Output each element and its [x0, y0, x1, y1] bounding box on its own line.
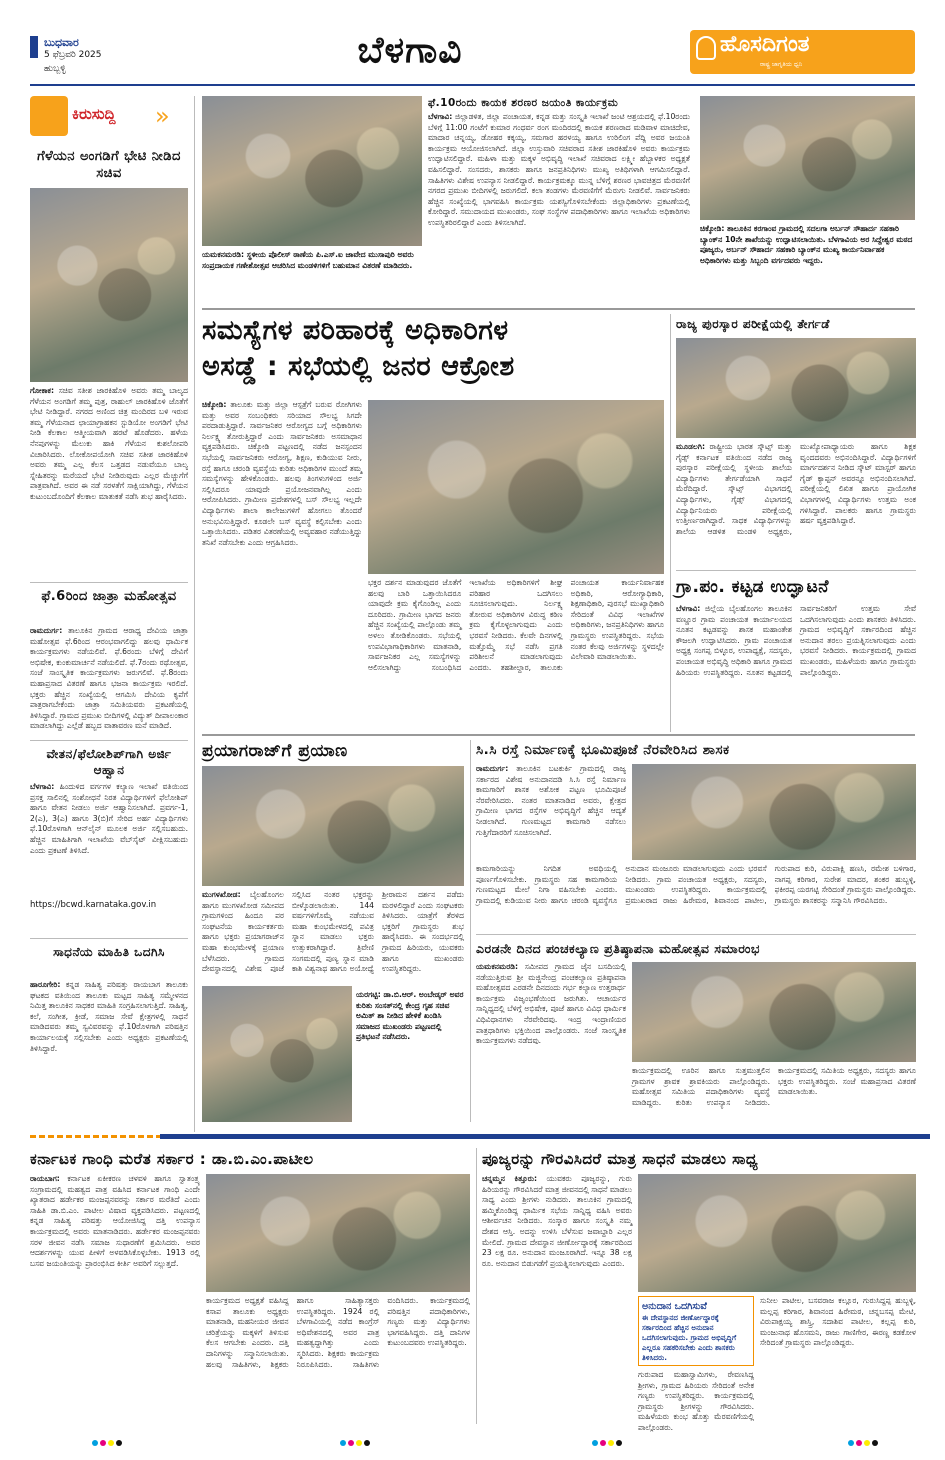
pujya-body-3: ಸುನೀಲ ಪಾಟೀಲ, ಬಸವರಾಜ ಕಲ್ಲೂರ, ಗುರುಸಿದ್ದಪ್ಪ ಹುಬ್ಬಳ್ಳಿ, ಮಲ್ಲಪ್ಪ ಕರಿಗಾರ, ಶಿವಾನಂದ ಹಿರೇಮಠ, ಚನ್ನಬಸಪ್ಪ ಮೇಟಿ, ವಿರುಪಾಕ್ಷಯ್ಯ ಶಾಸ್ತ್ರಿ, ಸದಾಶಿವ ಪಾಟೀಲ, ಕಲ್ಲಪ್ಪ ಕುರಿ, ಮಂಜುನಾಥ ಹೊಸಮನಿ, ರಾಜು ಗಾಣಿಗೇರ, ಈರಣ್ಣ ಕಡಕೋಳ ಸೇರಿದಂತೆ ಗ್ರಾಮಸ್ಥರು ಪಾಲ್ಗೊಂಡಿದ್ದರು. — [760, 1296, 916, 1348]
pancha-photo — [632, 962, 916, 1062]
gandhi-photo — [206, 1174, 470, 1292]
prayag-body: ಮುಗಳಖೋಡ: ಬೈಲಹೊಂಗಲ ಹಾಗೂ ಮುಗಳಖೋಡ ಸಮೀಪದ ಗ್ರಾಮಗಳಿಂದ ಹಿಂದೂ ಪರ ಸಂಘಟನೆಯ ಕಾರ್ಯಕರ್ತರು ಹಾಗೂ ಭಕ್ತರು ಪ್ರಯಾಗರಾಜ್‌ನ ಮಹಾ ಕುಂಭಮೇಳಕ್ಕೆ ಪ್ರಯಾಣ ಬೆಳೆಸಿದರು. ಗ್ರಾಮದ ದೇವಸ್ಥಾನದಲ್ಲಿ ವಿಶೇಷ ಪೂಜೆ ಸಲ್ಲಿಸಿದ ನಂತರ ಭಕ್ತರನ್ನು ಬೀಳ್ಕೊಡಲಾಯಿತು. 144 ವರ್ಷಗಳಿಗೊಮ್ಮೆ ನಡೆಯುವ ಮಹಾ ಕುಂಭಮೇಳದಲ್ಲಿ ಪವಿತ್ರ ಸ್ನಾನ ಮಾಡಲು ಭಕ್ತರು ಉತ್ಸುಕರಾಗಿದ್ದಾರೆ. ತ್ರಿವೇಣಿ ಸಂಗಮದಲ್ಲಿ ಪುಣ್ಯ ಸ್ನಾನ ಮಾಡಿ ಕಾಶಿ ವಿಶ್ವನಾಥ ಹಾಗೂ ಅಯೋಧ್ಯೆ ಶ್ರೀರಾಮನ ದರ್ಶನ ಪಡೆದು ಮರಳಲಿದ್ದಾರೆ ಎಂದು ಸಂಘಟಕರು ತಿಳಿಸಿದರು. ಯಾತ್ರೆಗೆ ತೆರಳಿದ ಭಕ್ತರಿಗೆ ಗ್ರಾಮಸ್ಥರು ಶುಭ ಹಾರೈಸಿದರು. ಈ ಸಂದರ್ಭದಲ್ಲಿ ಗ್ರಾಮದ ಹಿರಿಯರು, ಯುವಕರು ಹಾಗೂ ಮುಖಂಡರು ಉಪಸ್ಥಿತರಿದ್ದರು. — [202, 890, 464, 974]
chevron-right-icon: » — [155, 102, 170, 130]
prayag-title: ಪ್ರಯಾಗರಾಜ್‌ಗೆ ಪ್ರಯಾಣ — [202, 741, 348, 761]
masthead — [0, 0, 945, 90]
section-title: ಬೆಳಗಾವಿ — [357, 30, 463, 71]
lead-body-1b — [202, 696, 362, 730]
yaragatti-photo — [202, 986, 352, 1122]
pujya-photo — [638, 1174, 916, 1292]
brand-name: ಹೊಸದಿಗಂತ — [720, 32, 810, 57]
brand-logo — [690, 30, 915, 74]
gandhi-body-2: ಕಾರ್ಯಕ್ರಮದ ಅಧ್ಯಕ್ಷತೆ ವಹಿಸಿದ್ದ ಕಸಾಪ ತಾಲೂಕು ಅಧ್ಯಕ್ಷರು ಮಾತನಾಡಿ, ಮಹನೀಯರ ಜೀವನ ಚರಿತ್ರೆಯನ್ನು ಮಕ್ಕಳಿಗೆ ತಿಳಿಸುವ ಕೆಲಸ ಆಗಬೇಕು ಎಂದರು. ದತ್ತಿ ದಾನಿಗಳನ್ನು ಸನ್ಮಾನಿಸಲಾಯಿತು. ಹಲವು ಸಾಹಿತಿಗಳು, ಶಿಕ್ಷಕರು ಹಾಗೂ ಸಾಹಿತ್ಯಾಸಕ್ತರು ಉಪಸ್ಥಿತರಿದ್ದರು. 1924 ರಲ್ಲಿ ಬೆಳಗಾವಿಯಲ್ಲಿ ನಡೆದ ಕಾಂಗ್ರೆಸ್ ಅಧಿವೇಶನದಲ್ಲಿ ಅವರ ಪಾತ್ರ ಮಹತ್ವದ್ದಾಗಿತ್ತು ಎಂದು ಸ್ಮರಿಸಿದರು. ಶಿಕ್ಷಕರು ಕಾರ್ಯಕ್ರಮ ನಿರೂಪಿಸಿದರು. ಸಾಹಿತಿಗಳು ವಂದಿಸಿದರು. ಕಾರ್ಯಕ್ರಮದಲ್ಲಿ ಪರಿಷತ್ತಿನ ಪದಾಧಿಕಾರಿಗಳು, ಗಣ್ಯರು ಮತ್ತು ವಿದ್ಯಾರ್ಥಿಗಳು ಭಾಗವಹಿಸಿದ್ದರು. ದತ್ತಿ ದಾನಿಗಳ ಕುಟುಂಬದವರು ಉಪಸ್ಥಿತರಿದ್ದರು. — [206, 1296, 470, 1369]
yaragatti-caption: ಯರಗಟ್ಟಿ: ಡಾ.ಬಿ.ಆರ್. ಅಂಬೇಡ್ಕರ್ ಅವರ ಕುರಿತು ಸಂಸತ್‌ನಲ್ಲಿ ಕೇಂದ್ರ ಗೃಹ ಸಚಿವ ಅಮಿತ್ ಶಾ ನೀಡಿದ ಹೇಳಿಕೆ ಖಂಡಿಸಿ ಸಮಾಜದ ಮುಖಂಡರು ಪಟ್ಟಣದಲ್ಲಿ ಪ್ರತಿಭಟನೆ ನಡೆಸಿದರು. — [356, 990, 464, 1041]
lead-headline-1: ಸಮಸ್ಯೆಗಳ ಪರಿಹಾರಕ್ಕೆ ಅಧಿಕಾರಿಗಳ — [202, 315, 509, 346]
cc-photo — [632, 764, 916, 860]
cc-body-1: ರಾಮದುರ್ಗ: ತಾಲೂಕಿನ ಬಟಕುರ್ಕಿ ಗ್ರಾಮದಲ್ಲಿ ರಾಜ್ಯ ಸರ್ಕಾರದ ವಿಶೇಷ ಅನುದಾನದಡಿ ಸಿ.ಸಿ ರಸ್ತೆ ನಿರ್ಮಾಣ ಕಾಮಗಾರಿಗೆ ಶಾಸಕ ಅಶೋಕ ಪಟ್ಟಣ ಭೂಮಿಪೂಜೆ ನೆರವೇರಿಸಿದರು. ನಂತರ ಮಾತನಾಡಿದ ಅವರು, ಕ್ಷೇತ್ರದ ಗ್ರಾಮೀಣ ಭಾಗದ ರಸ್ತೆಗಳ ಅಭಿವೃದ್ಧಿಗೆ ಹೆಚ್ಚಿನ ಆದ್ಯತೆ ನೀಡಲಾಗಿದೆ. ಗುಣಮಟ್ಟದ ಕಾಮಗಾರಿ ನಡೆಸಲು ಗುತ್ತಿಗೆದಾರರಿಗೆ ಸೂಚಿಸಲಾಗಿದೆ. — [476, 764, 626, 837]
lead-body-1: ಚಿಕ್ಕೋಡಿ: ತಾಲೂಕು ಮತ್ತು ಜಿಲ್ಲಾ ಆಸ್ಪತ್ರೆಗೆ ಬರುವ ರೋಗಿಗಳು ಮತ್ತು ಅವರ ಸಂಬಂಧಿಕರು ಸರಿಯಾದ ಸೌಲಭ್ಯ ಸಿಗದೇ ಪರದಾಡುತ್ತಿದ್ದಾರೆ. ಸಾರ್ವಜನಿಕರ ಆರೋಗ್ಯದ ಬಗ್ಗೆ ಅಧಿಕಾರಿಗಳು ನಿರ್ಲಕ್ಷ್ಯ ತೋರುತ್ತಿದ್ದಾರೆ ಎಂದು ಸಾರ್ವಜನಿಕರು ಅಸಮಾಧಾನ ವ್ಯಕ್ತಪಡಿಸಿದರು. ಚಿಕ್ಕೋಡಿ ಪಟ್ಟಣದಲ್ಲಿ ನಡೆದ ಜನಸ್ಪಂದನ ಸಭೆಯಲ್ಲಿ ಸಾರ್ವಜನಿಕರು ಆರೋಗ್ಯ, ಶಿಕ್ಷಣ, ಕುಡಿಯುವ ನೀರು, ರಸ್ತೆ ಹಾಗೂ ಚರಂಡಿ ವ್ಯವಸ್ಥೆಯ ಕುರಿತು ಅಧಿಕಾರಿಗಳ ಮುಂದೆ ತಮ್ಮ ಸಮಸ್ಯೆಗಳನ್ನು ಹೇಳಿಕೊಂಡರು. ಹಲವು ತಿಂಗಳುಗಳಿಂದ ಅರ್ಜಿ ಸಲ್ಲಿಸಿದರೂ ಯಾವುದೇ ಪ್ರಯೋಜನವಾಗಿಲ್ಲ ಎಂದು ಆರೋಪಿಸಿದರು. ಗ್ರಾಮೀಣ ಪ್ರದೇಶಗಳಲ್ಲಿ ಬಸ್ ಸೌಲಭ್ಯ ಇಲ್ಲದೇ ವಿದ್ಯಾರ್ಥಿಗಳು ಶಾಲಾ ಕಾಲೇಜುಗಳಿಗೆ ಹೋಗಲು ತೊಂದರೆ ಅನುಭವಿಸುತ್ತಿದ್ದಾರೆ. ಕೂಡಲೇ ಬಸ್ ವ್ಯವಸ್ಥೆ ಕಲ್ಪಿಸಬೇಕು ಎಂದು ಒತ್ತಾಯಿಸಿದರು. ಪಡಿತರ ವಿತರಣೆಯಲ್ಲಿ ಅವ್ಯವಹಾರ ನಡೆಯುತ್ತಿದ್ದು ತನಿಖೆ ನಡೆಸಬೇಕು ಎಂದು ಆಗ್ರಹಿಸಿದರು. — [202, 400, 362, 547]
award-body: ಮೂಡಲಗಿ: ರಾಷ್ಟ್ರೀಯ ಭಾರತ ಸ್ಕೌಟ್ಸ್ ಮತ್ತು ಗೈಡ್ಸ್ ಕರ್ನಾಟಕ ವತಿಯಿಂದ ನಡೆದ ರಾಜ್ಯ ಪುರಸ್ಕಾರ ಪರೀಕ್ಷೆಯಲ್ಲಿ ಸ್ಥಳೀಯ ಶಾಲೆಯ ವಿದ್ಯಾರ್ಥಿಗಳು ತೇರ್ಗಡೆಯಾಗಿ ಸಾಧನೆ ಮೆರೆದಿದ್ದಾರೆ. ಸ್ಕೌಟ್ಸ್ ವಿಭಾಗದಲ್ಲಿ ವಿದ್ಯಾರ್ಥಿಗಳು, ಗೈಡ್ಸ್ ವಿಭಾಗದಲ್ಲಿ ವಿದ್ಯಾರ್ಥಿನಿಯರು ಪರೀಕ್ಷೆಯಲ್ಲಿ ಉತ್ತೀರ್ಣರಾಗಿದ್ದಾರೆ. ಸಾಧಕ ವಿದ್ಯಾರ್ಥಿಗಳನ್ನು ಶಾಲೆಯ ಆಡಳಿತ ಮಂಡಳಿ ಅಧ್ಯಕ್ಷರು, ಮುಖ್ಯೋಪಾಧ್ಯಾಯರು ಹಾಗೂ ಶಿಕ್ಷಕ ವೃಂದದವರು ಅಭಿನಂದಿಸಿದ್ದಾರೆ. ವಿದ್ಯಾರ್ಥಿಗಳಿಗೆ ಮಾರ್ಗದರ್ಶನ ನೀಡಿದ ಸ್ಕೌಟ್ ಮಾಸ್ಟರ್ ಹಾಗೂ ಗೈಡ್ ಕ್ಯಾಪ್ಟನ್ ಅವರನ್ನೂ ಅಭಿನಂದಿಸಲಾಗಿದೆ. ಪರೀಕ್ಷೆಯಲ್ಲಿ ಲಿಖಿತ ಹಾಗೂ ಪ್ರಾಯೋಗಿಕ ವಿಭಾಗಗಳಲ್ಲಿ ವಿದ್ಯಾರ್ಥಿಗಳು ಉತ್ತಮ ಅಂಕ ಗಳಿಸಿದ್ದಾರೆ. ಪಾಲಕರು ಹಾಗೂ ಗ್ರಾಮಸ್ಥರು ಹರ್ಷ ವ್ಯಕ್ತಪಡಿಸಿದ್ದಾರೆ. — [676, 442, 916, 536]
brief4-body: ಹಾರೂಗೇರಿ: ಕನ್ನಡ ಸಾಹಿತ್ಯ ಪರಿಷತ್ತು ರಾಯಬಾಗ ತಾಲೂಕು ಘಟಕದ ವತಿಯಿಂದ ತಾಲೂಕು ಮಟ್ಟದ ಸಾಹಿತ್ಯ ಸಮ್ಮೇಳನದ ನಿಮಿತ್ತ ತಾಲೂಕಿನ ಸಾಧಕರ ಮಾಹಿತಿ ಸಂಗ್ರಹಿಸಲಾಗುತ್ತಿದೆ. ಸಾಹಿತ್ಯ, ಕಲೆ, ಸಂಗೀತ, ಕ್ರೀಡೆ, ಸಮಾಜ ಸೇವೆ ಕ್ಷೇತ್ರಗಳಲ್ಲಿ ಸಾಧನೆ ಮಾಡಿದವರು ತಮ್ಮ ಸ್ವವಿವರವನ್ನು ಫೆ.10ರೊಳಗಾಗಿ ಪರಿಷತ್ತಿನ ಕಾರ್ಯಾಲಯಕ್ಕೆ ಸಲ್ಲಿಸಬೇಕು ಎಂದು ಅಧ್ಯಕ್ಷರು ಪ್ರಕಟಣೆಯಲ್ಲಿ ತಿಳಿಸಿದ್ದಾರೆ. — [30, 980, 188, 1053]
gandhi-body-1: ರಾಯಬಾಗ: ಕರ್ನಾಟಕ ಏಕೀಕರಣ ಚಳವಳಿ ಹಾಗೂ ಸ್ವಾತಂತ್ರ್ಯ ಸಂಗ್ರಾಮದಲ್ಲಿ ಮಹತ್ವದ ಪಾತ್ರ ವಹಿಸಿದ ಕರ್ನಾಟಕ ಗಾಂಧಿ ಎಂದೇ ಖ್ಯಾತರಾದ ಹರ್ಡೇಕರ ಮಂಜಪ್ಪನವರನ್ನು ಸರ್ಕಾರ ಮರೆತಿದೆ ಎಂದು ಸಾಹಿತಿ ಡಾ.ಬಿ.ಎಂ. ಪಾಟೀಲ ವಿಷಾದ ವ್ಯಕ್ತಪಡಿಸಿದರು. ಪಟ್ಟಣದಲ್ಲಿ ಕನ್ನಡ ಸಾಹಿತ್ಯ ಪರಿಷತ್ತು ಆಯೋಜಿಸಿದ್ದ ದತ್ತಿ ಉಪನ್ಯಾಸ ಕಾರ್ಯಕ್ರಮದಲ್ಲಿ ಅವರು ಮಾತನಾಡಿದರು. ಹರ್ಡೇಕರ ಮಂಜಪ್ಪನವರು ಸರಳ ಜೀವನ ನಡೆಸಿ ಸಮಾಜ ಸುಧಾರಣೆಗೆ ಶ್ರಮಿಸಿದರು. ಅವರ ಆದರ್ಶಗಳನ್ನು ಯುವ ಪೀಳಿಗೆ ಅಳವಡಿಸಿಕೊಳ್ಳಬೇಕು. 1913 ರಲ್ಲಿ ಬಸವ ಜಯಂತಿಯನ್ನು ಪ್ರಾರಂಭಿಸಿದ ಕೀರ್ತಿ ಅವರಿಗೆ ಸಲ್ಲುತ್ತದೆ. — [30, 1174, 200, 1268]
kirusuddi-label: ಕಿರುಸುದ್ದಿ — [72, 105, 116, 123]
shivasharana-title: ಫೆ.10ರಂದು ಕಾಯಕ ಶರಣರ ಜಯಂತಿ ಕಾರ್ಯಕ್ರಮ — [428, 97, 619, 109]
brief3-body: ಬೆಳಗಾವಿ: ಹಿಂದುಳಿದ ವರ್ಗಗಳ ಕಲ್ಯಾಣ ಇಲಾಖೆ ವತಿಯಿಂದ ಪ್ರಸಕ್ತ ಸಾಲಿನಲ್ಲಿ ಸಂಶೋಧನೆ ನಿರತ ವಿದ್ಯಾರ್ಥಿಗಳಿಗೆ ಫೆಲೋಶಿಪ್ ಹಾಗೂ ವೇತನ ನೀಡಲು ಅರ್ಜಿ ಆಹ್ವಾನಿಸಲಾಗಿದೆ. ಪ್ರವರ್ಗ-1, 2(ಎ), 3(ಎ) ಹಾಗೂ 3(ಬಿ)ಗೆ ಸೇರಿದ ಅರ್ಹ ವಿದ್ಯಾರ್ಥಿಗಳು ಫೆ.10ರೊಳಗಾಗಿ ಆನ್‌ಲೈನ್ ಮೂಲಕ ಅರ್ಜಿ ಸಲ್ಲಿಸಬಹುದು. ಹೆಚ್ಚಿನ ಮಾಹಿತಿಗಾಗಿ ಇಲಾಖೆಯ ವೆಬ್‌ಸೈಟ್ ವೀಕ್ಷಿಸಬಹುದು ಎಂದು ಪ್ರಕಟಣೆ ತಿಳಿಸಿದೆ. — [30, 782, 188, 855]
cc-title: ಸಿ.ಸಿ ರಸ್ತೆ ನಿರ್ಮಾಣಕ್ಕೆ ಭೂಮಿಪೂಜೆ ನೆರವೇರಿಸಿದ ಶಾಸಕ — [476, 742, 730, 758]
registration-marks-right — [848, 1440, 878, 1446]
award-title: ರಾಜ್ಯ ಪುರಸ್ಕಾರ ಪರೀಕ್ಷೆಯಲ್ಲಿ ತೇರ್ಗಡೆ — [676, 317, 830, 331]
gp-body: ಬೆಳಗಾವಿ: ಜಿಲ್ಲೆಯ ಬೈಲಹೊಂಗಲ ತಾಲೂಕಿನ ವಣ್ಣೂರ ಗ್ರಾಮ ಪಂಚಾಯತ ಕಾರ್ಯಾಲಯದ ನೂತನ ಕಟ್ಟಡವನ್ನು ಶಾಸಕ ಮಹಾಂತೇಶ ಕೌಜಲಗಿ ಉದ್ಘಾಟಿಸಿದರು. ಗ್ರಾಮ ಪಂಚಾಯತ ಅಧ್ಯಕ್ಷ ಸಂಗಪ್ಪ ಬಿಳ್ಳೂರ, ಉಪಾಧ್ಯಕ್ಷೆ, ಸದಸ್ಯರು, ಪಂಚಾಯತ ಅಭಿವೃದ್ಧಿ ಅಧಿಕಾರಿ ಹಾಗೂ ಗ್ರಾಮದ ಹಿರಿಯರು ಉಪಸ್ಥಿತರಿದ್ದರು. ನೂತನ ಕಟ್ಟಡದಲ್ಲಿ ಸಾರ್ವಜನಿಕರಿಗೆ ಉತ್ತಮ ಸೇವೆ ಒದಗಿಸಲಾಗುವುದು ಎಂದು ಶಾಸಕರು ತಿಳಿಸಿದರು. ಗ್ರಾಮದ ಅಭಿವೃದ್ಧಿಗೆ ಸರ್ಕಾರದಿಂದ ಹೆಚ್ಚಿನ ಅನುದಾನ ತರಲು ಪ್ರಯತ್ನಿಸಲಾಗುವುದು ಎಂದು ಭರವಸೆ ನೀಡಿದರು. ಕಾರ್ಯಕ್ರಮದಲ್ಲಿ ಗ್ರಾಮದ ಮುಖಂಡರು, ಮಹಿಳೆಯರು ಹಾಗೂ ಗ್ರಾಮಸ್ಥರು ಪಾಲ್ಗೊಂಡಿದ್ದರು. — [676, 604, 916, 677]
brief1-title: ಗೆಳೆಯನ ಅಂಗಡಿಗೆ ಭೇಟಿ ನೀಡಿದ ಸಚಿವ — [37, 149, 181, 181]
top-photo-police — [202, 96, 422, 246]
registration-marks-center — [340, 1440, 370, 1446]
masthead-city: ಹುಬ್ಬಳ್ಳಿ — [44, 64, 66, 74]
section-divider — [30, 1132, 915, 1142]
cc-body-2: ಕಾಮಗಾರಿಯನ್ನು ನಿಗದಿತ ಅವಧಿಯಲ್ಲಿ ಪೂರ್ಣಗೊಳಿಸಬೇಕು. ಗ್ರಾಮಸ್ಥರು ಸಹ ಕಾಮಗಾರಿಯ ಗುಣಮಟ್ಟದ ಮೇಲೆ ನಿಗಾ ವಹಿಸಬೇಕು ಎಂದರು. ಗ್ರಾಮದಲ್ಲಿ ಕುಡಿಯುವ ನೀರು ಹಾಗೂ ಚರಂಡಿ ವ್ಯವಸ್ಥೆಗೂ ಅನುದಾನ ಮಂಜೂರು ಮಾಡಲಾಗುವುದು ಎಂದು ಭರವಸೆ ನೀಡಿದರು. ಗ್ರಾಮ ಪಂಚಾಯತ ಅಧ್ಯಕ್ಷರು, ಸದಸ್ಯರು, ಮುಖಂಡರು ಉಪಸ್ಥಿತರಿದ್ದರು. ಕಾರ್ಯಕ್ರಮದಲ್ಲಿ ಪ್ರಮುಖರಾದ ರಾಜು ಹಿರೇಮಠ, ಶಿವಾನಂದ ಪಾಟೀಲ, ಗುರುಪಾದ ಕುರಿ, ವಿರುಪಾಕ್ಷಿ ಹಣಸಿ, ರಮೇಶ ಬಳಿಗಾರ, ನಾಗಪ್ಪ ಕರಿಗಾರ, ಸುರೇಶ ಮಾದರ, ಶಂಕರ ಹುಬ್ಬಳ್ಳಿ, ಫಕೀರಪ್ಪ ಯರಗಟ್ಟಿ ಸೇರಿದಂತೆ ಗ್ರಾಮಸ್ಥರು ಪಾಲ್ಗೊಂಡಿದ್ದರು. ಗ್ರಾಮಸ್ಥರು ಶಾಸಕರನ್ನು ಸನ್ಮಾನಿಸಿ ಗೌರವಿಸಿದರು. — [476, 864, 916, 905]
registration-marks-mid — [592, 1440, 622, 1446]
pujya-box-title: ಅನುದಾನ ಒದಗಿಸುವೆ — [642, 1301, 707, 1312]
pujya-body-1: ಚನ್ನಮ್ಮನ ಕಿತ್ತೂರು: ಯುವಕರು ಪೂಜ್ಯರನ್ನು, ಗುರು ಹಿರಿಯರನ್ನು ಗೌರವಿಸಿದರೆ ಮಾತ್ರ ಜೀವನದಲ್ಲಿ ಸಾಧನೆ ಮಾಡಲು ಸಾಧ್ಯ ಎಂದು ಶ್ರೀಗಳು ನುಡಿದರು. ತಾಲೂಕಿನ ಗ್ರಾಮದಲ್ಲಿ ಹಮ್ಮಿಕೊಂಡಿದ್ದ ಧಾರ್ಮಿಕ ಸಭೆಯ ಸಾನ್ನಿಧ್ಯ ವಹಿಸಿ ಅವರು ಆಶೀರ್ವಚನ ನೀಡಿದರು. ಸಂಸ್ಕಾರ ಹಾಗೂ ಸಂಸ್ಕೃತಿ ನಮ್ಮ ದೇಶದ ಆಸ್ತಿ. ಅದನ್ನು ಉಳಿಸಿ ಬೆಳೆಸುವ ಜವಾಬ್ದಾರಿ ಎಲ್ಲರ ಮೇಲಿದೆ. ಗ್ರಾಮದ ದೇವಸ್ಥಾನ ಜೀರ್ಣೋದ್ಧಾರಕ್ಕೆ ಸರ್ಕಾರದಿಂದ 23 ಲಕ್ಷ ರೂ. ಅನುದಾನ ಮಂಜೂರಾಗಿದೆ. ಇನ್ನೂ 38 ಲಕ್ಷ ರೂ. ಅನುದಾನ ಬಿಡುಗಡೆಗೆ ಪ್ರಯತ್ನಿಸಲಾಗುವುದು ಎಂದರು. — [482, 1174, 633, 1268]
brief3-url[interactable]: https://bcwd.karnataka.gov.in — [30, 900, 157, 910]
top-photo-bank — [700, 96, 915, 220]
pancha-body-2: ಕಾರ್ಯಕ್ರಮದಲ್ಲಿ ಊರಿನ ಹಾಗೂ ಸುತ್ತಮುತ್ತಲಿನ ಗ್ರಾಮಗಳ ಶ್ರಾವಕ ಶ್ರಾವಕಿಯರು ಪಾಲ್ಗೊಂಡಿದ್ದರು. ಮಹೋತ್ಸವ ಸಮಿತಿಯ ಪದಾಧಿಕಾರಿಗಳು ವ್ಯವಸ್ಥೆ ಮಾಡಿದ್ದರು. ಕುರಿತು ಉಪನ್ಯಾಸ ನೀಡಿದರು. ಕಾರ್ಯಕ್ರಮದಲ್ಲಿ ಸಮಿತಿಯ ಅಧ್ಯಕ್ಷರು, ಸದಸ್ಯರು ಹಾಗೂ ಭಕ್ತರು ಉಪಸ್ಥಿತರಿದ್ದರು. ಸಂಜೆ ಮಹಾಪ್ರಸಾದ ವಿತರಣೆ ಮಾಡಲಾಯಿತು. — [632, 1066, 916, 1107]
top-photo-bank-caption: ಚಿಕ್ಕೋಡಿ: ತಾಲೂಕಿನ ಕರಗಾಂವ ಗ್ರಾಮದಲ್ಲಿ ಸದಲಗಾ ಅರ್ಬನ್ ಸೌಹಾರ್ದ ಸಹಕಾರಿ ಬ್ಯಾಂಕ್‌ನ 10ನೇ ಶಾಖೆಯನ್ನು ಉದ್ಘಾಟಿಸಲಾಯಿತು. ಬೆಳಗಾವಿಯ ಅರ ಸಿದ್ದೇಶ್ವರ ಮಠದ ಪೂಜ್ಯರು, ಅರ್ಬನ್ ಸೌಹಾರ್ದ ಸಹಕಾರಿ ಬ್ಯಾಂಕ್‌ನ ಮುಖ್ಯ ಕಾರ್ಯನಿರ್ವಾಹಕ ಅಧಿಕಾರಿಗಳು ಮತ್ತು ಸಿಬ್ಬಂದಿ ವರ್ಗದವರು ಇದ್ದರು. — [700, 224, 913, 265]
pujya-box — [638, 1296, 754, 1366]
lead-headline-2: ಅಸಡ್ಡೆ : ಸಭೆಯಲ್ಲಿ ಜನರ ಆಕ್ರೋಶ — [202, 351, 515, 382]
pujya-title: ಪೂಜ್ಯರನ್ನು ಗೌರವಿಸಿದರೆ ಮಾತ್ರ ಸಾಧನೆ ಮಾಡಲು ಸಾಧ್ಯ — [482, 1150, 759, 1168]
brief2-body: ರಾಮದುರ್ಗ: ತಾಲೂಕಿನ ಗ್ರಾಮದ ಆರಾಧ್ಯ ದೇವಿಯ ಜಾತ್ರಾ ಮಹೋತ್ಸವ ಫೆ.6ರಿಂದ ಆರಂಭವಾಗಲಿದ್ದು ಹಲವು ಧಾರ್ಮಿಕ ಕಾರ್ಯಕ್ರಮಗಳು ನಡೆಯಲಿವೆ. ಫೆ.6ರಂದು ಬೆಳಿಗ್ಗೆ ದೇವಿಗೆ ಅಭಿಷೇಕ, ಕುಂಕುಮಾರ್ಚನೆ ನಡೆಯಲಿದೆ. ಫೆ.7ರಂದು ರಥೋತ್ಸವ, ಸಂಜೆ ಸಾಂಸ್ಕೃತಿಕ ಕಾರ್ಯಕ್ರಮಗಳು ಜರುಗಲಿವೆ. ಫೆ.8ರಂದು ಮಹಾಪ್ರಸಾದ ವಿತರಣೆ ಹಾಗೂ ಭಜನಾ ಕಾರ್ಯಕ್ರಮ ಇರಲಿದೆ. ಭಕ್ತರು ಹೆಚ್ಚಿನ ಸಂಖ್ಯೆಯಲ್ಲಿ ಆಗಮಿಸಿ ದೇವಿಯ ಕೃಪೆಗೆ ಪಾತ್ರರಾಗಬೇಕೆಂದು ಜಾತ್ರಾ ಸಮಿತಿಯವರು ಪ್ರಕಟಣೆಯಲ್ಲಿ ತಿಳಿಸಿದ್ದಾರೆ. ಗ್ರಾಮದ ಪ್ರಮುಖ ಬೀದಿಗಳಲ್ಲಿ ವಿದ್ಯುತ್ ದೀಪಾಲಂಕಾರ ಮಾಡಲಾಗಿದ್ದು ಎಲ್ಲೆಡೆ ಹಬ್ಬದ ವಾತಾವರಣ ಮನೆ ಮಾಡಿದೆ. — [30, 626, 188, 731]
pujya-body-2: ಗುರುಪಾದ ಮಹಾಸ್ವಾಮಿಗಳು, ರೇವಣಸಿದ್ದ ಶ್ರೀಗಳು, ಗ್ರಾಮದ ಹಿರಿಯರು ಸೇರಿದಂತೆ ಅನೇಕ ಗಣ್ಯರು ಉಪಸ್ಥಿತರಿದ್ದರು. ಕಾರ್ಯಕ್ರಮದಲ್ಲಿ ಗ್ರಾಮಸ್ಥರು ಶ್ರೀಗಳನ್ನು ಗೌರವಿಸಿದರು. ಮಹಿಳೆಯರು ಕುಂಭ ಹೊತ್ತು ಮೆರವಣಿಗೆಯಲ್ಲಿ ಪಾಲ್ಗೊಂಡರು. — [638, 1370, 754, 1432]
prayag-photo — [202, 766, 464, 886]
brief1-photo — [30, 188, 188, 382]
gp-title: ಗ್ರಾ.ಪಂ. ಕಟ್ಟಡ ಉದ್ಘಾಟನೆ — [676, 577, 829, 597]
shivasharana-body: ಬೆಳಗಾವಿ: ಜಿಲ್ಲಾಡಳಿತ, ಜಿಲ್ಲಾ ಪಂಚಾಯತ, ಕನ್ನಡ ಮತ್ತು ಸಂಸ್ಕೃತಿ ಇಲಾಖೆ ಜಂಟಿ ಆಶ್ರಯದಲ್ಲಿ ಫೆ.10ರಂದು ಬೆಳಿಗ್ಗೆ 11:00 ಗಂಟೆಗೆ ಕುಮಾರ ಗಂಧರ್ವ ರಂಗ ಮಂದಿರದಲ್ಲಿ ಕಾಯಕ ಶರಣರಾದ ಮಡಿವಾಳ ಮಾಚಿದೇವ, ಮಾದಾರ ಚನ್ನಯ್ಯ, ಡೋಹರ ಕಕ್ಕಯ್ಯ, ಸಮಗಾರ ಹರಳಯ್ಯ ಹಾಗೂ ಉರಿಲಿಂಗ ಪೆದ್ದಿ ಅವರ ಜಯಂತಿ ಕಾರ್ಯಕ್ರಮ ಆಯೋಜಿಸಲಾಗಿದೆ. ಜಿಲ್ಲಾ ಉಸ್ತುವಾರಿ ಸಚಿವರಾದ ಸತೀಶ ಜಾರಕಿಹೊಳಿ ಅವರು ಕಾರ್ಯಕ್ರಮ ಉದ್ಘಾಟಿಸಲಿದ್ದಾರೆ. ಮಹಿಳಾ ಮತ್ತು ಮಕ್ಕಳ ಅಭಿವೃದ್ಧಿ ಇಲಾಖೆ ಸಚಿವರಾದ ಲಕ್ಷ್ಮೀ ಹೆಬ್ಬಾಳಕರ ಅಧ್ಯಕ್ಷತೆ ವಹಿಸಲಿದ್ದಾರೆ. ಸಂಸದರು, ಶಾಸಕರು ಹಾಗೂ ಜನಪ್ರತಿನಿಧಿಗಳು ಮುಖ್ಯ ಅತಿಥಿಗಳಾಗಿ ಆಗಮಿಸಲಿದ್ದಾರೆ. ಸಾಹಿತಿಗಳು ವಿಶೇಷ ಉಪನ್ಯಾಸ ನೀಡಲಿದ್ದಾರೆ. ಕಾರ್ಯಕ್ರಮಕ್ಕೂ ಮುನ್ನ ಬೆಳಿಗ್ಗೆ ಶರಣರ ಭಾವಚಿತ್ರದ ಮೆರವಣಿಗೆ ನಗರದ ಪ್ರಮುಖ ಬೀದಿಗಳಲ್ಲಿ ಜರುಗಲಿದೆ. ಕಲಾ ತಂಡಗಳು ಮೆರವಣಿಗೆಗೆ ಮೆರುಗು ನೀಡಲಿವೆ. ಸಾರ್ವಜನಿಕರು ಹೆಚ್ಚಿನ ಸಂಖ್ಯೆಯಲ್ಲಿ ಭಾಗವಹಿಸಿ ಕಾರ್ಯಕ್ರಮ ಯಶಸ್ವಿಗೊಳಿಸಬೇಕೆಂದು ಜಿಲ್ಲಾಧಿಕಾರಿಗಳು ಪ್ರಕಟಣೆಯಲ್ಲಿ ಕೋರಿದ್ದಾರೆ. ಸಮುದಾಯದ ಮುಖಂಡರು, ಸಂಘ ಸಂಸ್ಥೆಗಳ ಪದಾಧಿಕಾರಿಗಳು ಹಾಗೂ ಇಲಾಖೆಯ ಅಧಿಕಾರಿಗಳು ಉಪಸ್ಥಿತರಿರಲಿದ್ದಾರೆ ಎಂದು ತಿಳಿಸಲಾಗಿದೆ. — [428, 112, 690, 227]
brief1-body: ಗೋಕಾಕ: ಸಚಿವ ಸತೀಶ ಜಾರಕಿಹೊಳಿ ಅವರು ತಮ್ಮ ಬಾಲ್ಯದ ಗೆಳೆಯನ ಅಂಗಡಿಗೆ ತಮ್ಮ ಪುತ್ರ, ರಾಹುಲ್ ಜಾರಕಿಹೊಳಿ ಜೊತೆಗೆ ಭೇಟಿ ನೀಡಿದ್ದಾರೆ. ನಗರದ ಅಣಿಂದ ಚಿತ್ರ ಮಂದಿರದ ಬಳಿ ಇರುವ ತಮ್ಮ ಗೆಳೆಯನಾದ ಛಾಯಾಗ್ರಾಹಕನ ಸ್ಟುಡಿಯೋ ಅಂಗಡಿಗೆ ಭೇಟಿ ನೀಡಿ ಕೆಲಕಾಲ ಆತ್ಮೀಯವಾಗಿ ಹರಟೆ ಹೊಡೆದರು. ಹಳೆಯ ನೆನಪುಗಳನ್ನು ಮೆಲುಕು ಹಾಕಿ ಗೆಳೆಯನ ಕುಶಲೋಪರಿ ವಿಚಾರಿಸಿದರು. ಲೋಕೋಪಯೋಗಿ ಸಚಿವ ಸತೀಶ ಜಾರಕಿಹೊಳಿ ಅವರು ತಮ್ಮ ಎಲ್ಲ ಕೆಲಸ ಒತ್ತಡದ ನಡುವೆಯೂ ಬಾಲ್ಯ ಸ್ನೇಹಿತರನ್ನು ಮರೆಯದೆ ಭೇಟಿ ನೀಡಿರುವುದು ಎಲ್ಲರ ಮೆಚ್ಚುಗೆಗೆ ಪಾತ್ರವಾಗಿದೆ. ಅವರ ಈ ನಡೆ ಸರಳತೆಗೆ ಸಾಕ್ಷಿಯಾಗಿದ್ದು, ಗೆಳೆಯನ ಕುಟುಂಬದೊಂದಿಗೆ ಕೆಲಕಾಲ ಮಾತುಕತೆ ನಡೆಸಿ ಶುಭ ಹಾರೈಸಿದರು. — [30, 386, 188, 501]
hand-icon — [30, 96, 68, 136]
pancha-body-1: ಯಮಕನಮರಡಿ: ಸಮೀಪದ ಗ್ರಾಮದ ಜೈನ ಬಸದಿಯಲ್ಲಿ ನಡೆಯುತ್ತಿರುವ ಶ್ರೀ ಮಜ್ಜಿನೇಂದ್ರ ಪಂಚಕಲ್ಯಾಣ ಪ್ರತಿಷ್ಠಾಪನಾ ಮಹೋತ್ಸವದ ಎರಡನೇ ದಿನದಂದು ಗರ್ಭ ಕಲ್ಯಾಣ ಉತ್ತರಾರ್ಧ ಕಾರ್ಯಕ್ರಮ ವಿಜೃಂಭಣೆಯಿಂದ ಜರುಗಿತು. ಆಚಾರ್ಯರ ಸಾನ್ನಿಧ್ಯದಲ್ಲಿ ಬೆಳಿಗ್ಗೆ ಅಭಿಷೇಕ, ಪೂಜೆ ಹಾಗೂ ವಿವಿಧ ಧಾರ್ಮಿಕ ವಿಧಿವಿಧಾನಗಳು ನೆರವೇರಿದವು. ಇಂದ್ರ ಇಂದ್ರಾಣಿಯರ ಪಾತ್ರಧಾರಿಗಳು ಭಕ್ತಿಯಿಂದ ಪಾಲ್ಗೊಂಡರು. ಸಂಜೆ ಸಾಂಸ್ಕೃತಿಕ ಕಾರ್ಯಕ್ರಮಗಳು ನಡೆದವು. — [476, 962, 626, 1046]
masthead-day: ಬುಧವಾರ — [44, 36, 79, 49]
brand-emblem-icon — [696, 36, 716, 60]
brief2-title: ಫೆ.6ರಿಂದ ಜಾತ್ರಾ ಮಹೋತ್ಸವ — [41, 589, 177, 604]
brief3-title: ವೇತನ/ಫೆಲೋಶಿಪ್‌ಗಾಗಿ ಅರ್ಜಿ ಆಹ್ವಾನ — [46, 747, 172, 777]
top-photo-police-caption: ಯಮಕನಮರಡಿ: ಸ್ಥಳೀಯ ಪೊಲೀಸ್ ಠಾಣೆಯ ಪಿ.ಎಸ್.ಐ ಜಾವೇದ ಮುಸಾಪುರಿ ಅವರು ಸಂಪ್ರದಾಯಕ ಗಣೇಶೋತ್ಸವ ಆಚರಿಸಿದ ಮಂಡಳಿಗಳಿಗೆ ಬಹುಮಾನ ವಿತರಣೆ ಮಾಡಿದರು. — [202, 250, 414, 270]
lead-photo — [368, 400, 664, 574]
registration-marks-left — [92, 1440, 122, 1446]
masthead-date: 5 ಫೆಬ್ರವರಿ 2025 — [44, 50, 102, 60]
brand-tagline: ರಾಷ್ಟ್ರ ಜಾಗೃತಿಯ ಧ್ವನಿ — [760, 61, 803, 68]
pujya-box-body: ಈ ದೇವಸ್ಥಾನದ ಜೀರ್ಣೋದ್ಧಾರಕ್ಕೆ ಸರ್ಕಾರದಿಂದ ಹೆಚ್ಚಿನ ಅನುದಾನ ಒದಗಿಸಲಾಗುವುದು. ಗ್ರಾಮದ ಅಭಿವೃದ್ಧಿಗೆ ಎಲ್ಲರೂ ಸಹಕರಿಸಬೇಕು ಎಂದು ಶಾಸಕರು ತಿಳಿಸಿದರು. — [642, 1313, 737, 1362]
kirusuddi-badge — [30, 96, 180, 136]
lead-body-2: ಭಕ್ತರ ದರ್ಶನ ಮಾಡುವುದರ ಜೊತೆಗೆ ಹಲವು ಬಾರಿ ಒತ್ತಾಯಿಸಿದರೂ ಯಾವುದೇ ಕ್ರಮ ಕೈಗೊಂಡಿಲ್ಲ ಎಂದು ದೂರಿದರು. ಗ್ರಾಮೀಣ ಭಾಗದ ಜನರು ಹೆಚ್ಚಿನ ಸಂಖ್ಯೆಯಲ್ಲಿ ಪಾಲ್ಗೊಂಡು ತಮ್ಮ ಅಳಲು ತೋಡಿಕೊಂಡರು. ಸಭೆಯಲ್ಲಿ ಉಪವಿಭಾಗಾಧಿಕಾರಿಗಳು ಮಾತನಾಡಿ, ಸಾರ್ವಜನಿಕರ ಎಲ್ಲ ಸಮಸ್ಯೆಗಳನ್ನು ಆಲಿಸಲಾಗಿದ್ದು ಸಂಬಂಧಿಸಿದ ಇಲಾಖೆಯ ಅಧಿಕಾರಿಗಳಿಗೆ ಶೀಘ್ರ ಪರಿಹಾರ ಒದಗಿಸಲು ಸೂಚಿಸಲಾಗುವುದು. ನಿರ್ಲಕ್ಷ್ಯ ತೋರುವ ಅಧಿಕಾರಿಗಳ ವಿರುದ್ಧ ಕಠಿಣ ಕ್ರಮ ಕೈಗೊಳ್ಳಲಾಗುವುದು ಎಂದು ಭರವಸೆ ನೀಡಿದರು. ಕೆಲವೇ ದಿನಗಳಲ್ಲಿ ಮತ್ತೊಮ್ಮೆ ಸಭೆ ನಡೆಸಿ ಪ್ರಗತಿ ಪರಿಶೀಲನೆ ಮಾಡಲಾಗುವುದು ಎಂದರು. ತಹಶೀಲ್ದಾರ, ತಾಲೂಕು ಪಂಚಾಯತ ಕಾರ್ಯನಿರ್ವಾಹಕ ಅಧಿಕಾರಿ, ಆರೋಗ್ಯಾಧಿಕಾರಿ, ಶಿಕ್ಷಣಾಧಿಕಾರಿ, ಪುರಸಭೆ ಮುಖ್ಯಾಧಿಕಾರಿ ಸೇರಿದಂತೆ ವಿವಿಧ ಇಲಾಖೆಗಳ ಅಧಿಕಾರಿಗಳು, ಜನಪ್ರತಿನಿಧಿಗಳು ಹಾಗೂ ಗ್ರಾಮಸ್ಥರು ಉಪಸ್ಥಿತರಿದ್ದರು. ಸಭೆಯ ನಂತರ ಕೆಲವು ಅರ್ಜಿಗಳನ್ನು ಸ್ಥಳದಲ್ಲೇ ವಿಲೇವಾರಿ ಮಾಡಲಾಯಿತು. — [368, 578, 664, 672]
gandhi-title: ಕರ್ನಾಟಕ ಗಾಂಧಿ ಮರೆತ ಸರ್ಕಾರ : ಡಾ.ಬಿ.ಎಂ.ಪಾಟೀಲ — [30, 1150, 314, 1168]
pancha-title: ಎರಡನೇ ದಿನದ ಪಂಚಕಲ್ಯಾಣ ಪ್ರತಿಷ್ಠಾಪನಾ ಮಹೋತ್ಸವ ಸಮಾರಂಭ — [476, 941, 760, 956]
brief4-title: ಸಾಧನೆಯ ಮಾಹಿತಿ ಒದಗಿಸಿ — [53, 945, 165, 959]
award-photo — [676, 338, 916, 438]
